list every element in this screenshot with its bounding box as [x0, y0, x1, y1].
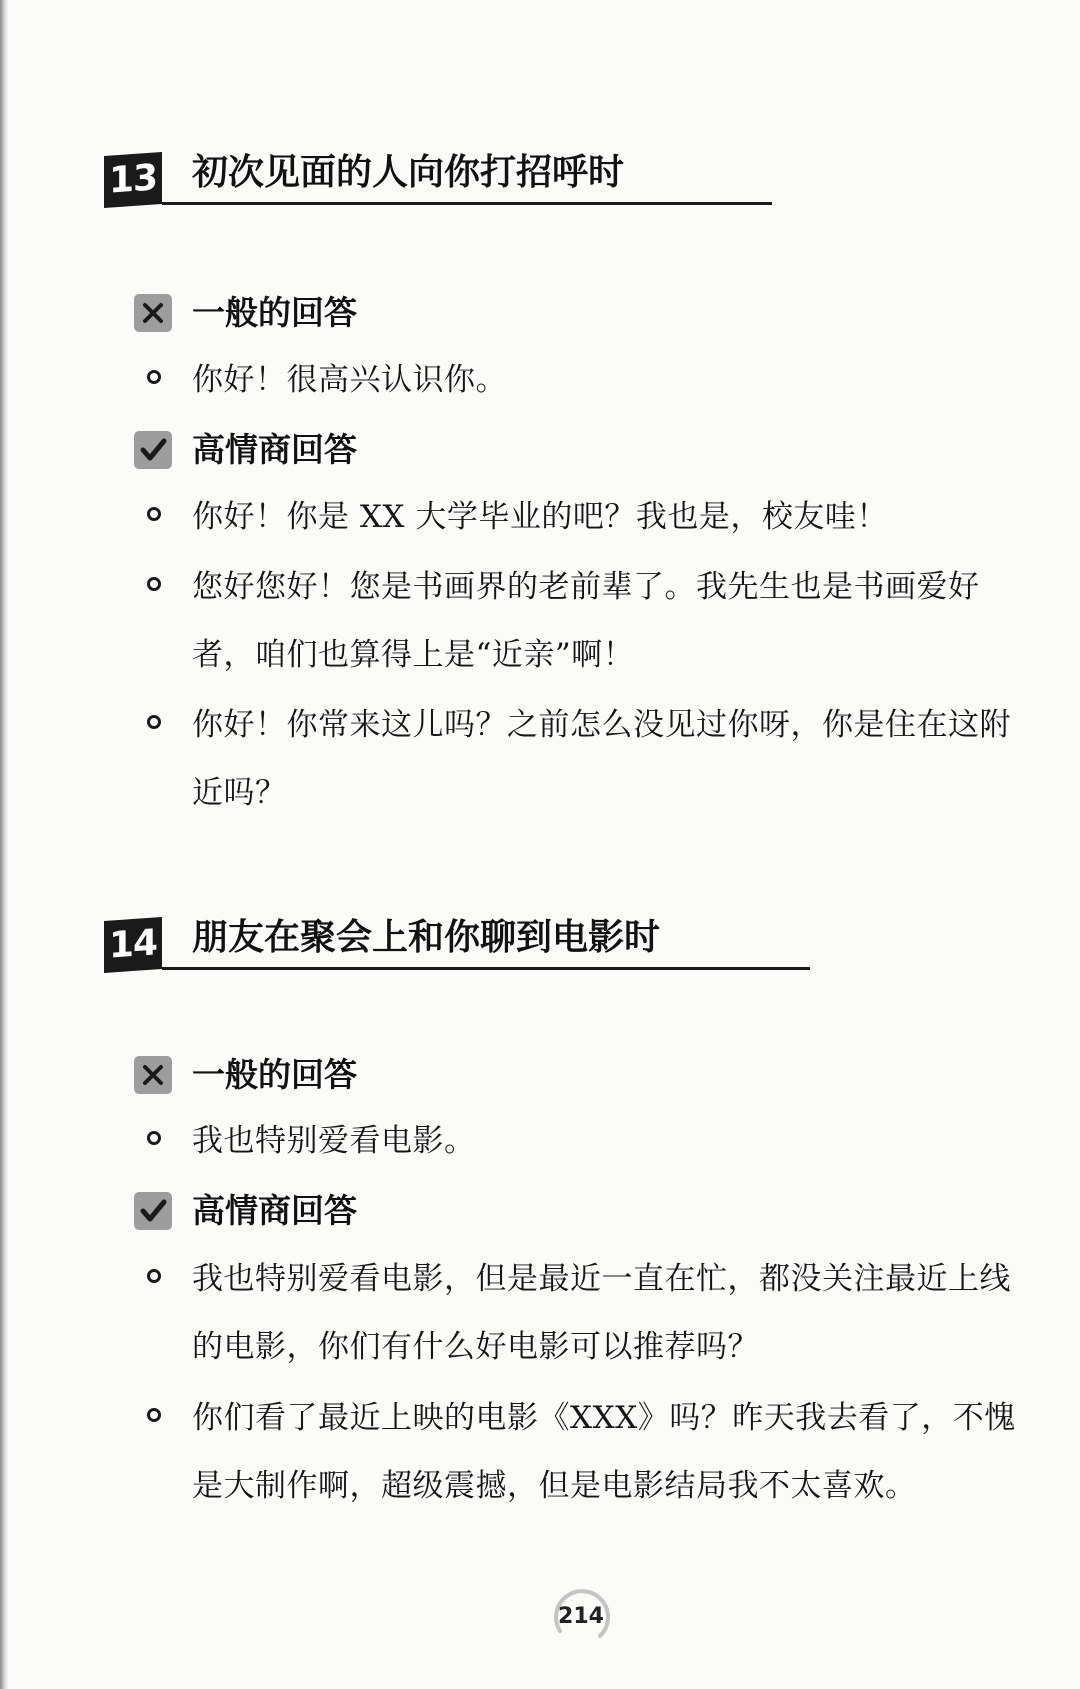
- hollow-circle-bullet-icon: [147, 715, 161, 729]
- section-title: 朋友在聚会上和你聊到电影时: [192, 917, 661, 958]
- cross-icon: [134, 1056, 172, 1094]
- check-icon: [134, 431, 172, 469]
- page-number-badge: [548, 1584, 614, 1650]
- answer-text: 我也特别爱看电影，但是最近一直在忙，都没关注最近上线的电影，你们有什么好电影可以推荐吗？: [192, 1261, 1011, 1365]
- hollow-circle-bullet-icon: [147, 370, 161, 384]
- answer-text: 你好！你是 XX 大学毕业的吧？我也是，校友哇！: [192, 499, 888, 535]
- section-title-underline: [162, 202, 772, 205]
- section-number-badge: 14: [104, 917, 162, 973]
- hollow-circle-bullet-icon: [147, 1131, 161, 1145]
- general-answer-label: 一般的回答: [192, 293, 357, 332]
- cross-icon: [134, 294, 172, 332]
- check-icon: [134, 1192, 172, 1230]
- section-number-badge: 13: [104, 152, 162, 208]
- section-title-underline: [162, 967, 810, 970]
- page-number: 214: [558, 1604, 604, 1629]
- general-answer-label: 一般的回答: [192, 1055, 357, 1094]
- hollow-circle-bullet-icon: [147, 1269, 161, 1283]
- answer-text: 我也特别爱看电影。: [192, 1123, 476, 1159]
- section-title: 初次见面的人向你打招呼时: [192, 152, 625, 193]
- answer-text: 你们看了最近上映的电影《XXX》吗？昨天我去看了，不愧是大制作啊，超级震撼，但是电影结局我不太喜欢。: [192, 1400, 1016, 1504]
- answer-text: 您好您好！您是书画界的老前辈了。我先生也是书画爱好者，咱们也算得上是“近亲”啊！: [192, 569, 980, 673]
- hollow-circle-bullet-icon: [147, 577, 161, 591]
- page-edge-shadow: [0, 0, 8, 1689]
- answer-text: 你好！很高兴认识你。: [192, 362, 507, 398]
- eq-answer-label: 高情商回答: [192, 430, 357, 469]
- answer-text: 你好！你常来这儿吗？之前怎么没见过你呀，你是住在这附近吗？: [192, 707, 1011, 811]
- hollow-circle-bullet-icon: [147, 1408, 161, 1422]
- eq-answer-label: 高情商回答: [192, 1191, 357, 1230]
- hollow-circle-bullet-icon: [147, 507, 161, 521]
